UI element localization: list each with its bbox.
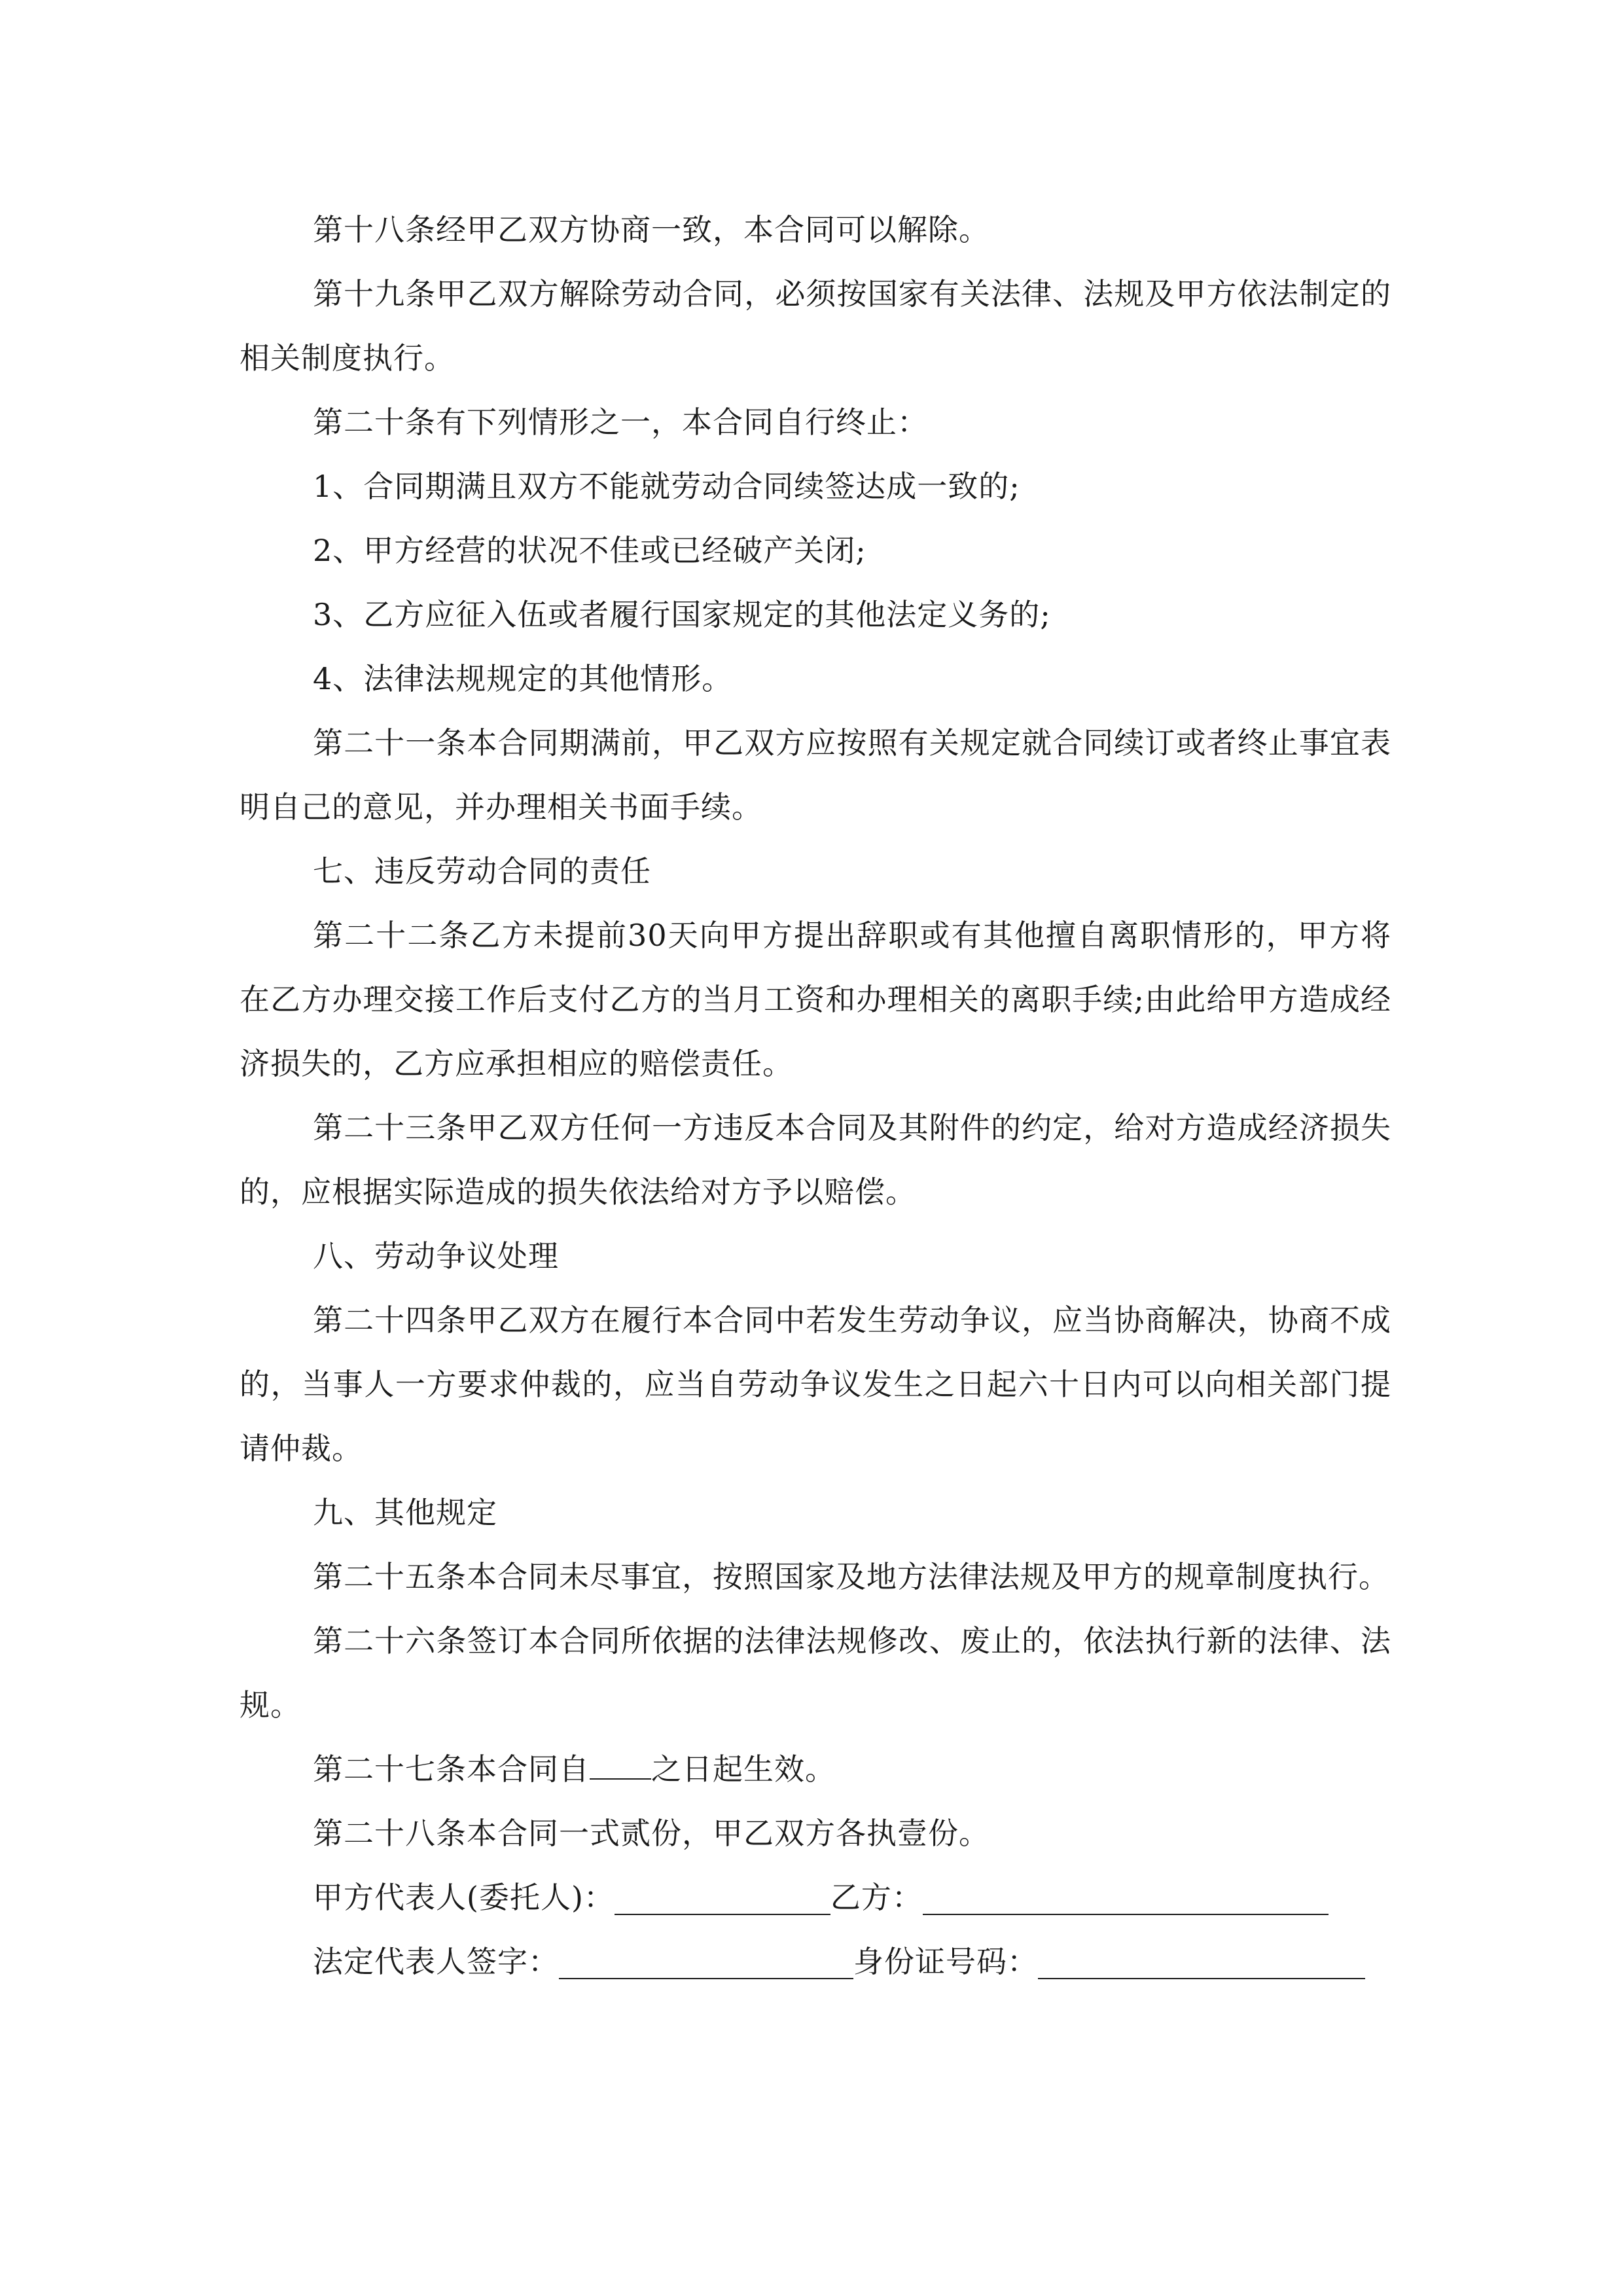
rep-label: 甲方代表人(委托人)： xyxy=(313,1880,615,1915)
signature-row-1 xyxy=(240,1865,1391,1929)
section-heading-8: 八、劳动争议处理 xyxy=(313,1238,559,1274)
party-b-label: 乙方： xyxy=(830,1880,923,1915)
clause-26: 第二十六条签订本合同所依据的法律法规修改、废止的，依法执行新的法律、法规。 xyxy=(240,1623,1391,1723)
id-number-line[interactable] xyxy=(1038,1935,1365,1979)
clause-28: 第二十八条本合同一式贰份，甲乙双方各执壹份。 xyxy=(313,1816,990,1851)
clause-20-item-2: 2、甲方经营的状况不佳或已经破产关闭; xyxy=(313,533,866,568)
clause-21: 第二十一条本合同期满前，甲乙双方应按照有关规定就合同续订或者终止事宜表明自己的意见，并办理相关书面手续。 xyxy=(240,725,1391,825)
section-heading-9: 九、其他规定 xyxy=(313,1495,497,1530)
contract-body xyxy=(240,198,1391,1994)
legal-rep-signature-line[interactable] xyxy=(559,1935,853,1979)
clause-19: 第十九条甲乙双方解除劳动合同，必须按国家有关法律、法规及甲方依法制定的相关制度执行。 xyxy=(240,276,1391,376)
rep-signature-line[interactable] xyxy=(615,1871,830,1915)
clause-20-item-1: 1、合同期满且双方不能就劳动合同续签达成一致的; xyxy=(313,469,1020,504)
clause-27 xyxy=(240,1737,1391,1801)
id-number-label: 身份证号码： xyxy=(853,1944,1038,1979)
clause-20: 第二十条有下列情形之一，本合同自行终止： xyxy=(313,404,928,440)
clause-27-prefix: 第二十七条本合同自 xyxy=(313,1751,590,1787)
clause-18: 第十八条经甲乙双方协商一致，本合同可以解除。 xyxy=(313,212,990,247)
legal-rep-label: 法定代表人签字： xyxy=(313,1944,559,1979)
effective-date-blank[interactable] xyxy=(590,1752,651,1780)
clause-22: 第二十二条乙方未提前30天向甲方提出辞职或有其他擅自离职情形的，甲方将在乙方办理交接工作后支付乙方的当月工资和办理相关的离职手续;由此给甲方造成经济损失的，乙方应承担相应的赔偿责任。 xyxy=(240,918,1391,1081)
section-heading-7: 七、违反劳动合同的责任 xyxy=(313,853,651,889)
clause-20-item-4: 4、法律法规规定的其他情形。 xyxy=(313,661,733,696)
party-b-signature-line[interactable] xyxy=(923,1871,1329,1915)
clause-20-item-3: 3、乙方应征入伍或者履行国家规定的其他法定义务的; xyxy=(313,597,1051,632)
signature-row-2 xyxy=(240,1929,1391,1994)
clause-27-suffix: 之日起生效。 xyxy=(651,1751,836,1787)
clause-23: 第二十三条甲乙双方任何一方违反本合同及其附件的约定，给对方造成经济损失的，应根据实际造成的损失依法给对方予以赔偿。 xyxy=(240,1110,1391,1210)
clause-25: 第二十五条本合同未尽事宜，按照国家及地方法律法规及甲方的规章制度执行。 xyxy=(313,1559,1389,1594)
clause-24: 第二十四条甲乙双方在履行本合同中若发生劳动争议，应当协商解决，协商不成的，当事人一方要求仲裁的，应当自劳动争议发生之日起六十日内可以向相关部门提请仲裁。 xyxy=(240,1302,1391,1466)
